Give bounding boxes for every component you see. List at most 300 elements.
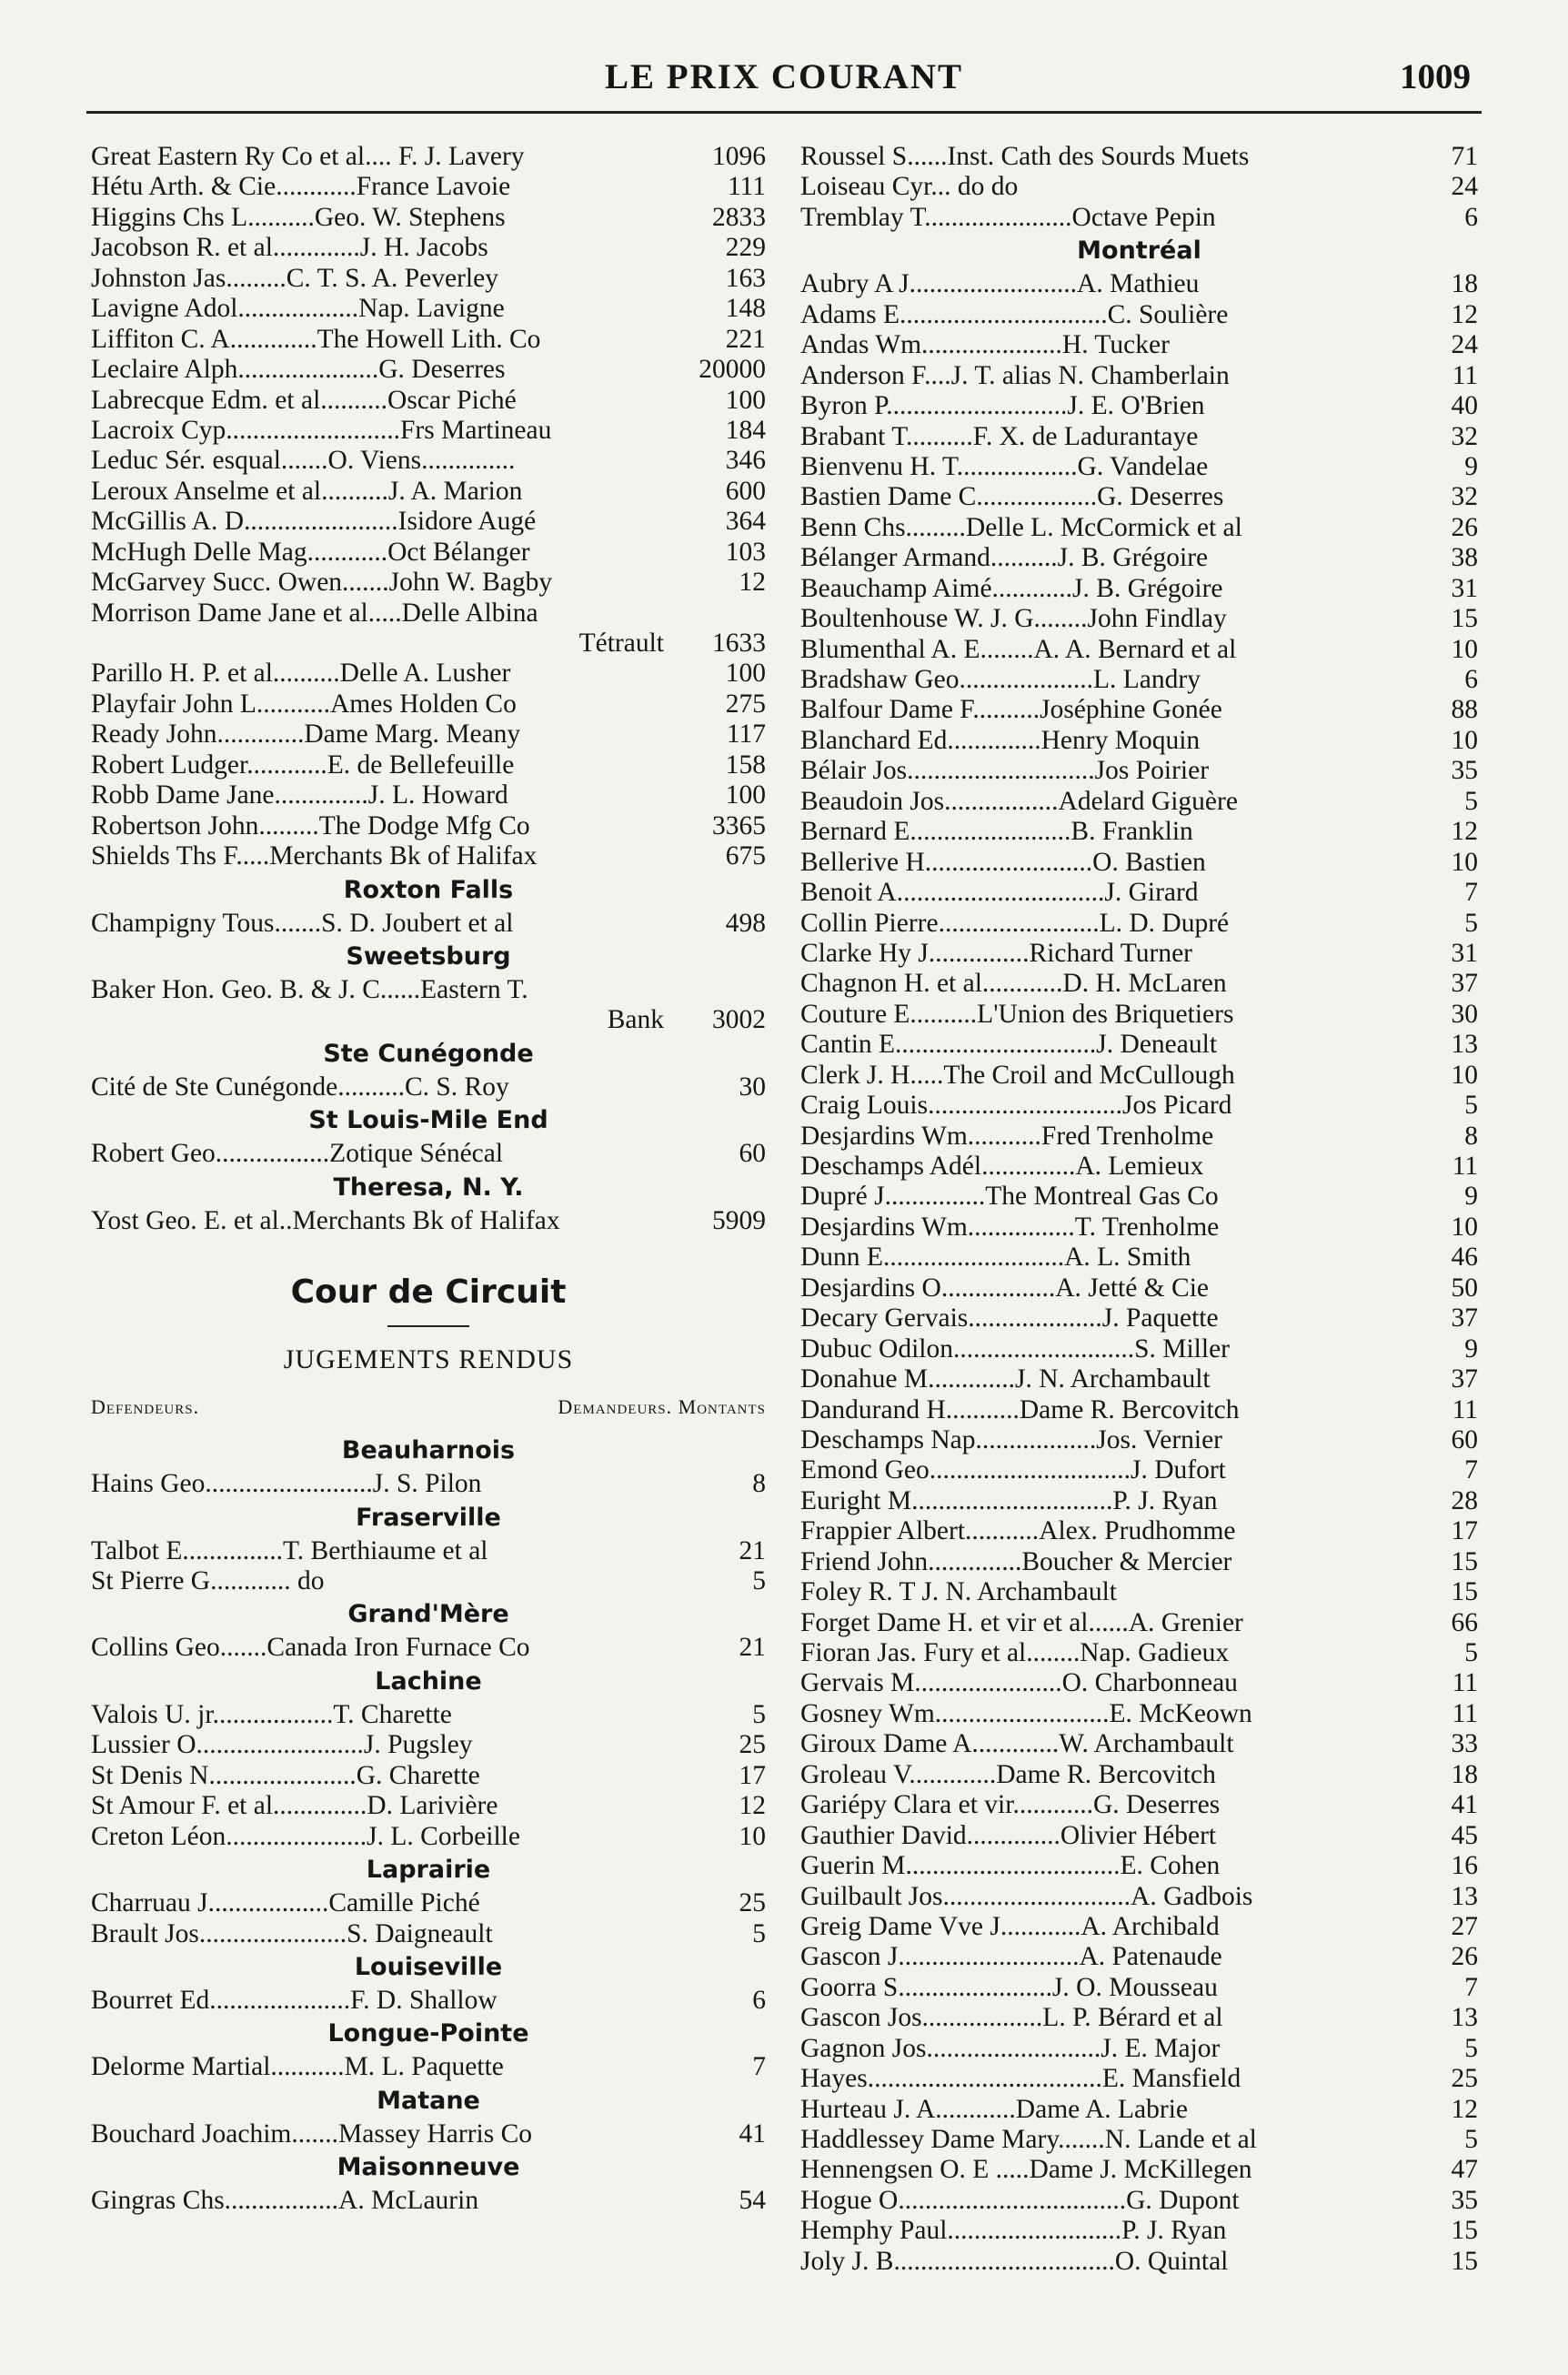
section-heading: Louiseville [354, 1952, 503, 1981]
entry-amount: 13 [1451, 2003, 1478, 2033]
entry-amount: 45 [1451, 1820, 1478, 1850]
entry-text: Robert Geo.................Zotique Sénécal [91, 1139, 504, 1169]
entry-row [800, 269, 1478, 299]
entry-row [91, 386, 766, 416]
entry-amount: 1096 [712, 142, 766, 171]
entry-amount: 35 [1451, 2185, 1478, 2215]
entry-row [91, 629, 766, 659]
entry-row [91, 2186, 766, 2216]
entry-row [800, 2155, 1478, 2185]
entries [91, 1536, 766, 1597]
entry-amount: 5 [752, 1699, 766, 1729]
entries [91, 1888, 766, 1949]
entry-row [800, 1516, 1478, 1546]
entry-row [800, 1790, 1478, 1820]
entry-text: Dandurand H...........Dame R. Bercovitch [800, 1394, 1240, 1424]
entry-row [91, 1206, 766, 1236]
entry-amount: 10 [1451, 1212, 1478, 1242]
entry-text: Deschamps Adél..............A. Lemieux [800, 1152, 1204, 1181]
entry-text: Parillo H. P. et al..........Delle A. Lusher [91, 659, 511, 689]
entry-amount: 30 [1451, 999, 1478, 1029]
entry-row [91, 689, 766, 720]
entries [91, 1139, 766, 1169]
entry-amount: 18 [1451, 269, 1478, 299]
entry-text: Desjardins Wm................T. Trenholme [800, 1212, 1220, 1242]
entry-row [800, 1061, 1478, 1091]
section-heading: Theresa, N. Y. [333, 1172, 524, 1202]
entry-text: Gosney Wm..........................E. McKeown [800, 1698, 1252, 1728]
entry-row [91, 1700, 766, 1730]
entry-amount: 21 [739, 1535, 766, 1565]
entry-amount: 229 [725, 233, 766, 263]
entry-text: Johnston Jas.........C. T. S. A. Peverley [91, 263, 498, 293]
entry-text: Lacroix Cyp..........................Frs Martineau [91, 415, 552, 445]
entry-amount: 32 [1451, 482, 1478, 512]
section-heading: Maisonneuve [337, 2153, 520, 2182]
entry-text: St Denis N......................G. Charette [91, 1760, 480, 1790]
entry-amount: 675 [725, 841, 766, 871]
section-heading: Longue-Pointe [327, 2019, 529, 2048]
entry-text: Haddlessey Dame Mary.......N. Lande et al [800, 2125, 1257, 2154]
entry-amount: 5 [752, 1566, 766, 1595]
entry-amount: 60 [1451, 1424, 1478, 1454]
entry-amount: 66 [1451, 1607, 1478, 1637]
entry-row [91, 909, 766, 939]
entry-row [800, 482, 1478, 512]
entry-amount: 12 [1451, 817, 1478, 847]
entry-row [800, 2003, 1478, 2033]
entry-text: Fioran Jas. Fury et al........Nap. Gadieux [800, 1638, 1230, 1667]
entries [91, 1633, 766, 1663]
entry-amount: 5 [1464, 908, 1478, 938]
section-heading: Lachine [375, 1666, 482, 1696]
entry-text: Shields Ths F.....Merchants Bk of Halifax [91, 841, 538, 871]
entry-amount: 35 [1451, 756, 1478, 786]
entry-row [800, 787, 1478, 817]
entry-amount: 13 [1451, 1030, 1478, 1060]
entry-text: McHugh Delle Mag............Oct Bélanger [91, 537, 530, 567]
entry-row [91, 1986, 766, 2016]
left-column [91, 142, 766, 2217]
entry-row [800, 1455, 1478, 1485]
entry-row [800, 1030, 1478, 1060]
entry-text: Guilbault Jos............................A. Gadbois [800, 1881, 1253, 1911]
entry-text: Dunn E...........................A. L. Smith [800, 1243, 1191, 1273]
entry-amount: 25 [739, 1888, 766, 1918]
entry-amount: 17 [1451, 1516, 1478, 1546]
entry-row [91, 233, 766, 263]
entry-amount: 26 [1451, 512, 1478, 542]
right-column [800, 142, 1478, 2277]
entry-text: Emond Geo..............................J. Dufort [800, 1455, 1226, 1485]
entry-amount: 600 [725, 476, 766, 506]
entry-text: Hemphy Paul..........................P. J. Ryan [800, 2216, 1227, 2246]
entry-text: Gingras Chs.................A. McLaurin [91, 2186, 479, 2216]
entry-amount: 31 [1451, 573, 1478, 603]
entry-text: Donahue M.............J. N. Archambault [800, 1364, 1211, 1394]
entry-amount: 54 [739, 2186, 766, 2216]
entry-row [91, 1730, 766, 1760]
entry-row [91, 1919, 766, 1949]
section-heading: Grand'Mère [347, 1600, 509, 1629]
entry-row [91, 750, 766, 780]
entry-row [800, 1091, 1478, 1121]
entry-text: Leclaire Alph.....................G. Deserres [91, 355, 506, 385]
entries [91, 2119, 766, 2149]
entry-amount: 15 [1451, 1546, 1478, 1576]
entry-amount: 21 [739, 1633, 766, 1663]
entries [91, 142, 766, 872]
entry-row [800, 513, 1478, 543]
entry-text: Clarke Hy J...............Richard Turner [800, 938, 1192, 968]
court-subtitle: JUGEMENTS RENDUS [283, 1344, 574, 1375]
entry-row [91, 841, 766, 871]
entry-row [800, 1668, 1478, 1698]
entry-row [91, 1761, 766, 1791]
entry-row [91, 1822, 766, 1852]
entry-text: Couture E..........L'Union des Briquetiers [800, 999, 1234, 1029]
entry-row [800, 1182, 1478, 1212]
entry-amount: 9 [1464, 1333, 1478, 1364]
entry-amount: 15 [1451, 2246, 1478, 2276]
entry-text: Gascon J...........................A. Patenaude [800, 1942, 1222, 1972]
entry-text: Beaudoin Jos.................Adelard Giguère [800, 786, 1238, 816]
entry-amount: 5909 [712, 1205, 766, 1235]
entry-row [800, 1486, 1478, 1516]
entry-row [800, 1729, 1478, 1759]
entry-text: Decary Gervais....................J. Paquette [800, 1303, 1219, 1333]
entry-text: Chagnon H. et al............D. H. McLaren [800, 969, 1227, 999]
entry-text: McGillis A. D.......................Isidore Augé [91, 507, 537, 537]
entry-row [800, 2125, 1478, 2155]
entry-text: Hogue O..................................G. Dupont [800, 2185, 1240, 2215]
entry-text: Creton Léon.....................J. L. Corbeille [91, 1821, 520, 1851]
entry-text: Hains Geo.........................J. S. Pilon [91, 1469, 482, 1499]
entry-row [800, 1000, 1478, 1030]
entry-amount: 24 [1451, 330, 1478, 360]
entry-text: Morrison Dame Jane et al.....Delle Albina [91, 598, 538, 628]
entry-text: Lussier O.........................J. Pugsley [91, 1730, 473, 1760]
entry-text: Desjardins Wm...........Fred Trenholme [800, 1121, 1214, 1151]
entry-row [800, 878, 1478, 908]
section-heading: St Louis-Mile End [308, 1106, 548, 1135]
entry-amount: 27 [1451, 1911, 1478, 1941]
entry-row [91, 975, 766, 1005]
entry-amount: 11 [1452, 1394, 1478, 1424]
entry-row [800, 2064, 1478, 2094]
entry-text: Joly J. B.................................O. Quintal [800, 2246, 1229, 2276]
entry-amount: 275 [725, 689, 766, 719]
entry-text: Groleau V.............Dame R. Bercovitch [800, 1759, 1216, 1789]
entry-row [800, 1942, 1478, 1972]
entry-row [91, 659, 766, 689]
entry-amount: 364 [725, 507, 766, 537]
entry-text: Gervais M......................O. Charbonneau [800, 1668, 1238, 1698]
entry-row [91, 294, 766, 324]
entry-text: Playfair John L...........Ames Holden Co [91, 689, 517, 719]
entry-row [800, 452, 1478, 482]
entries [800, 269, 1478, 2277]
entry-text: Dupré J...............The Montreal Gas Co [800, 1182, 1219, 1212]
entry-amount: 10 [739, 1821, 766, 1851]
entry-amount: 10 [1451, 634, 1478, 664]
entry-amount: 12 [739, 1791, 766, 1821]
entries [91, 975, 766, 1036]
entry-text: Ready John.............Dame Marg. Meany [91, 720, 521, 750]
entry-amount: 221 [725, 324, 766, 354]
court-title: Cour de Circuit [290, 1273, 567, 1312]
entry-text: Collins Geo.......Canada Iron Furnace Co [91, 1633, 530, 1663]
column-headers [91, 1385, 766, 1429]
entry-text: Valois U. jr..................T. Charette [91, 1699, 452, 1729]
entry-amount: 100 [725, 780, 766, 810]
entry-row [800, 1303, 1478, 1333]
entry-row [800, 1334, 1478, 1364]
entry-text: Charruau J..................Camille Piché [91, 1888, 480, 1918]
entry-amount: 3002 [712, 1005, 766, 1035]
entries [91, 2186, 766, 2216]
section-heading: Sweetsburg [346, 941, 511, 971]
entry-row [800, 1273, 1478, 1303]
entry-row [800, 172, 1478, 202]
entry-amount: 31 [1451, 938, 1478, 968]
entry-text: Beauchamp Aimé............J. B. Grégoire [800, 573, 1223, 603]
entry-amount: 40 [1451, 391, 1478, 421]
entry-text: Tremblay T......................Octave Pepin [800, 202, 1216, 232]
entry-text: Goorra S.......................J. O. Mousseau [800, 1972, 1218, 2002]
entry-amount: 24 [1451, 172, 1478, 202]
entry-amount: 10 [1451, 847, 1478, 877]
entry-text: Balfour Dame F..........Joséphine Gonée [800, 695, 1222, 725]
col-demandeurs-montants [558, 1385, 766, 1429]
entry-text: Benoit A...............................J. Girard [800, 878, 1199, 908]
entry-row [91, 416, 766, 446]
entry-text: Forget Dame H. et vir et al......A. Grenier [800, 1607, 1243, 1637]
entry-text: Bouchard Joachim.......Massey Harris Co [91, 2118, 533, 2149]
entry-amount: 5 [1464, 2125, 1478, 2154]
entry-text: St Amour F. et al..............D. Larivière [91, 1791, 498, 1821]
entry-amount: 60 [739, 1139, 766, 1169]
entry-amount: 12 [1451, 299, 1478, 329]
entry-row [800, 1638, 1478, 1668]
title-rule [387, 1325, 469, 1327]
entry-text: Greig Dame Vve J............A. Archibald [800, 1911, 1220, 1941]
entry-amount: 7 [1464, 878, 1478, 908]
entry-row [91, 1536, 766, 1566]
entries [91, 2052, 766, 2082]
entry-text: Dubuc Odilon...........................S. Miller [800, 1333, 1230, 1364]
entry-row [800, 1851, 1478, 1881]
entry-row [800, 695, 1478, 725]
entry-amount: 8 [1464, 1121, 1478, 1151]
entry-text: Leduc Sér. esqual.......O. Viens.............. [91, 446, 516, 476]
entry-text: Benn Chs.........Delle L. McCormick et al [800, 512, 1242, 542]
col-defendeurs: Defendeurs. [91, 1395, 200, 1419]
entry-amount: 15 [1451, 604, 1478, 634]
entry-amount: 9 [1464, 451, 1478, 481]
entry-amount: 18 [1451, 1759, 1478, 1789]
col-montants: Montants [678, 1395, 766, 1419]
entry-row [91, 1888, 766, 1918]
entry-row [800, 969, 1478, 999]
entry-text: Bélanger Armand..........J. B. Grégoire [800, 543, 1209, 573]
entry-amount: 8 [752, 1469, 766, 1499]
entry-text: Gagnon Jos..........................J. E. Major [800, 2033, 1221, 2063]
entry-row [800, 1364, 1478, 1394]
entry-row [91, 2052, 766, 2082]
entry-row [91, 172, 766, 202]
entry-row [91, 507, 766, 537]
entry-amount: 11 [1452, 1698, 1478, 1728]
entry-text: Hennengsen O. E .....Dame J. McKillegen [800, 2155, 1252, 2185]
entry-row [91, 203, 766, 233]
entry-amount: 37 [1451, 969, 1478, 999]
entry-amount: 13 [1451, 1881, 1478, 1911]
entry-amount: 12 [739, 568, 766, 598]
entry-row [800, 1577, 1478, 1607]
entry-row [91, 1005, 766, 1035]
entry-text: Byron P...........................J. E. O'Brien [800, 391, 1205, 421]
entry-text: Clerk J. H.....The Croil and McCullough [800, 1060, 1235, 1090]
section-heading: Ste Cunégonde [323, 1039, 534, 1068]
entry-text: Brault Jos......................S. Daigneault [91, 1918, 493, 1948]
entry-row [91, 1469, 766, 1499]
entry-row [800, 361, 1478, 391]
entry-amount: 100 [725, 659, 766, 689]
entry-text: Jacobson R. et al.............J. H. Jacobs [91, 233, 488, 263]
entry-row [800, 1608, 1478, 1638]
page-header [86, 47, 1482, 114]
entry-amount: 7 [1464, 1972, 1478, 2002]
entry-text: Bienvenu H. T..................G. Vandelae [800, 451, 1209, 481]
entry-amount: 346 [725, 446, 766, 476]
entry-row [800, 300, 1478, 330]
entry-row [800, 1122, 1478, 1152]
entry-row [800, 1821, 1478, 1851]
entry-text: Leroux Anselme et al..........J. A. Marion [91, 476, 523, 506]
entry-text: Bélair Jos............................Jos Poirier [800, 756, 1210, 786]
entry-text: St Pierre G............ do [91, 1566, 325, 1595]
entry-text: Guerin M................................E. Cohen [800, 1851, 1221, 1881]
entry-row [91, 1139, 766, 1169]
entry-amount: 5 [1464, 1091, 1478, 1121]
entry-amount: 7 [1464, 1455, 1478, 1485]
entry-amount: 103 [725, 537, 766, 567]
entries [800, 142, 1478, 233]
entries [91, 1986, 766, 2016]
entry-text: Lavigne Adol..................Nap. Lavigne [91, 294, 505, 324]
entry-text: Giroux Dame A.............W. Archambault [800, 1729, 1234, 1759]
entry-row [800, 1243, 1478, 1273]
entry-row [800, 939, 1478, 969]
entry-amount: 6 [1464, 665, 1478, 694]
entry-amount: 5 [1464, 786, 1478, 816]
entry-row [800, 2186, 1478, 2216]
entry-amount: 15 [1451, 1577, 1478, 1607]
entry-row [800, 909, 1478, 939]
entry-row [800, 422, 1478, 452]
entry-text: Bellerive H.........................O. Bastien [800, 847, 1206, 877]
entry-text: Gariépy Clara et vir............G. Deserres [800, 1790, 1221, 1820]
entry-amount: 50 [1451, 1273, 1478, 1303]
entry-text: McGarvey Succ. Owen.......John W. Bagby [91, 568, 553, 598]
col-demandeurs: Demandeurs. [558, 1395, 673, 1419]
entry-text: Hayes...................................E. Mansfield [800, 2064, 1241, 2094]
entry-row [800, 1760, 1478, 1790]
entry-amount: 25 [739, 1730, 766, 1760]
entry-amount: 11 [1452, 1152, 1478, 1181]
entry-text: Robertson John.........The Dodge Mfg Co [91, 810, 530, 840]
entry-row [800, 142, 1478, 172]
entry-text: Anderson F....J. T. alias N. Chamberlain [800, 360, 1230, 390]
entry-amount: 2833 [712, 202, 766, 232]
entry-amount: 5 [752, 1918, 766, 1948]
entry-amount: 32 [1451, 421, 1478, 451]
entry-row [91, 720, 766, 750]
entry-row [91, 538, 766, 568]
entry-row [800, 1912, 1478, 1942]
entry-amount: 12 [1451, 2094, 1478, 2124]
entry-amount: 37 [1451, 1364, 1478, 1394]
entry-row [800, 1425, 1478, 1455]
entry-amount: 3365 [712, 810, 766, 840]
entry-row [91, 1791, 766, 1821]
entry-row [800, 604, 1478, 634]
entry-amount: 7 [752, 2052, 766, 2082]
entry-text: Cantin E..............................J. Deneault [800, 1030, 1218, 1060]
entry-text: Euright M..............................P. J. Ryan [800, 1485, 1218, 1515]
entry-text: Loiseau Cyr... do do [800, 172, 1019, 202]
entry-amount: 38 [1451, 543, 1478, 573]
entry-row [91, 1566, 766, 1596]
entry-row [800, 635, 1478, 665]
entry-text: Gauthier David..............Olivier Hébert [800, 1820, 1217, 1850]
entry-row [91, 264, 766, 294]
entry-row [800, 2034, 1478, 2064]
entry-row [800, 1213, 1478, 1243]
entry-amount: 17 [739, 1760, 766, 1790]
entry-row [800, 574, 1478, 604]
entry-row [800, 1395, 1478, 1425]
entry-row [800, 2247, 1478, 2277]
entry-row [91, 811, 766, 841]
entry-text: Blumenthal A. E........A. A. Bernard et al [800, 634, 1237, 664]
entry-amount: 37 [1451, 1303, 1478, 1333]
entry-row [800, 1152, 1478, 1182]
entry-amount: 148 [725, 294, 766, 324]
entry-amount: 88 [1451, 695, 1478, 725]
entries [91, 1206, 766, 1236]
entry-row [91, 325, 766, 355]
entry-text: Robb Dame Jane..............J. L. Howard [91, 780, 508, 810]
entry-text: Talbot E...............T. Berthiaume et al [91, 1535, 488, 1565]
entry-text: Deschamps Nap..................Jos. Vernier [800, 1424, 1223, 1454]
entry-text: Adams E...............................C. Soulière [800, 299, 1229, 329]
entry-amount: 6 [752, 1985, 766, 2015]
entries [91, 1072, 766, 1102]
section-heading: Roxton Falls [343, 875, 514, 904]
entry-row [91, 142, 766, 172]
entry-amount: 10 [1451, 1060, 1478, 1090]
section-heading: Fraserville [356, 1503, 501, 1532]
entry-text: Delorme Martial...........M. L. Paquette [91, 2052, 504, 2082]
entry-amount: 498 [725, 908, 766, 938]
entry-text: Friend John..............Boucher & Mercier [800, 1546, 1232, 1576]
entry-row [91, 355, 766, 385]
entry-text: Gascon Jos..................L. P. Bérard et al [800, 2003, 1223, 2033]
entry-row [800, 1547, 1478, 1577]
entry-text: Hétu Arth. & Cie............France Lavoie [91, 172, 511, 202]
